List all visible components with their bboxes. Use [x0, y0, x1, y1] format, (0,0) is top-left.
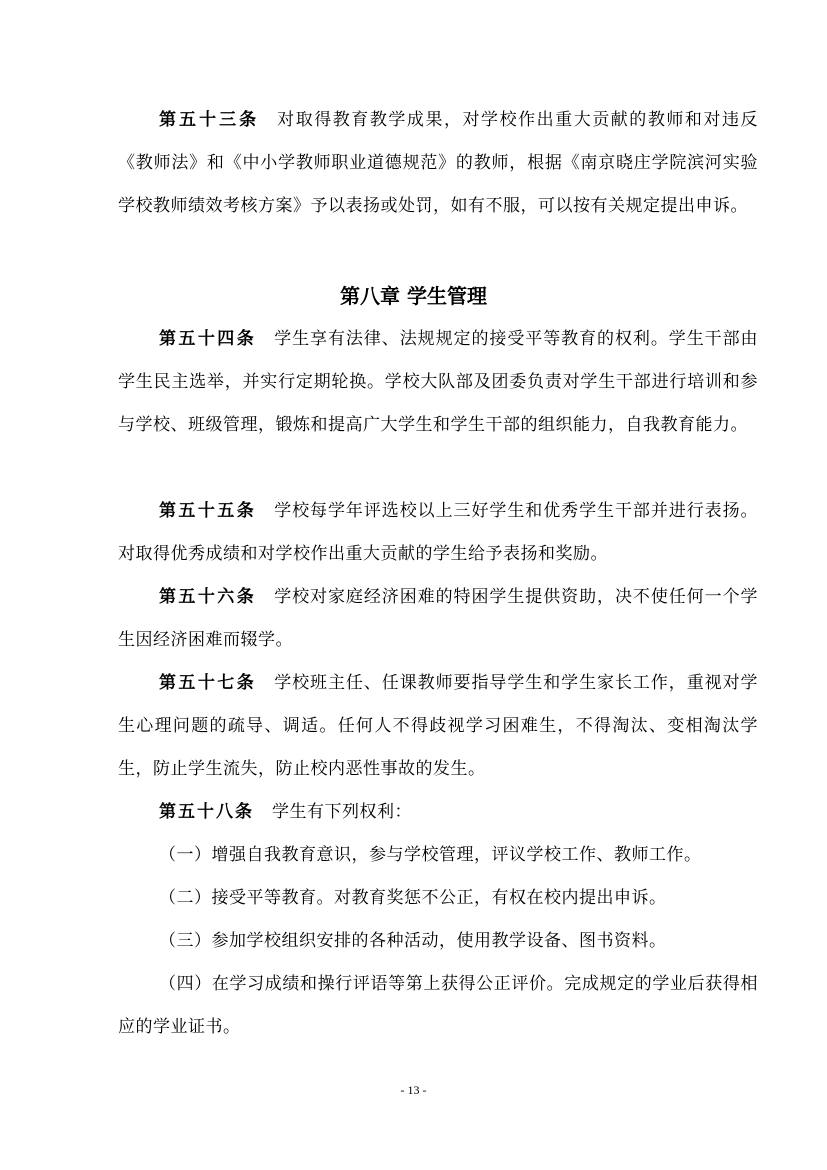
list-item: （二）接受平等教育。对教育奖惩不公正，有权在校内提出申诉。	[159, 888, 667, 908]
article-57	[118, 662, 758, 791]
article-text: 学生有下列权利：	[272, 802, 412, 822]
list-item: （一）增强自我教育意识，参与学校管理，评议学校工作、教师工作。	[159, 845, 702, 865]
article-label: 第五十七条	[159, 673, 257, 693]
article-label: 第五十四条	[159, 329, 257, 349]
article-label: 第五十三条	[159, 110, 260, 130]
article-54	[118, 318, 758, 447]
article-text: 学生享有法律、法规规定的接受平等教育的权利。学生干部由学生民主选举，并实行定期轮换。学校大队部及团委负责对学生干部进行培训和参与学校、班级管理，锻炼和提高广大学生和学生干部的组织能力，自我教育能力。	[118, 329, 759, 435]
article-text: 学校每学年评选校以上三好学生和优秀学生干部并进行表扬。对取得优秀成绩和对学校作出重大贡献的学生给予表扬和奖励。	[118, 501, 759, 564]
article-text: 学校班主任、任课教师要指导学生和学生家长工作，重视对学生心理问题的疏导、调适。任何人不得歧视学习困难生，不得淘汰、变相淘汰学生，防止学生流失，防止校内恶性事故的发生。	[118, 673, 759, 779]
article-53	[118, 99, 758, 228]
article-label: 第五十五条	[159, 501, 257, 521]
article-55	[118, 490, 758, 576]
article-56	[118, 576, 758, 662]
list-item: （四）在学习成绩和操行评语等第上获得公正评价。完成规定的学业后获得相应的学业证书。	[118, 974, 758, 1037]
list-item: （三）参加学校组织安排的各种活动，使用教学设备、图书资料。	[159, 931, 667, 951]
article-label: 第五十六条	[159, 587, 257, 607]
page-number: - 13 -	[400, 1083, 427, 1097]
article-text: 学校对家庭经济困难的特困学生提供资助，决不使任何一个学生因经济困难而辍学。	[118, 587, 759, 650]
article-text: 对取得教育教学成果，对学校作出重大贡献的教师和对违反《教师法》和《中小学教师职业道德规范》的教师，根据《南京晓庄学院滨河实验学校教师绩效考核方案》予以表扬或处罚，如有不服，可以按有关规定提出申诉。	[118, 110, 759, 216]
article-label: 第五十八条	[159, 802, 254, 822]
chapter-title: 第八章 学生管理	[340, 284, 487, 308]
article-58	[118, 791, 758, 834]
